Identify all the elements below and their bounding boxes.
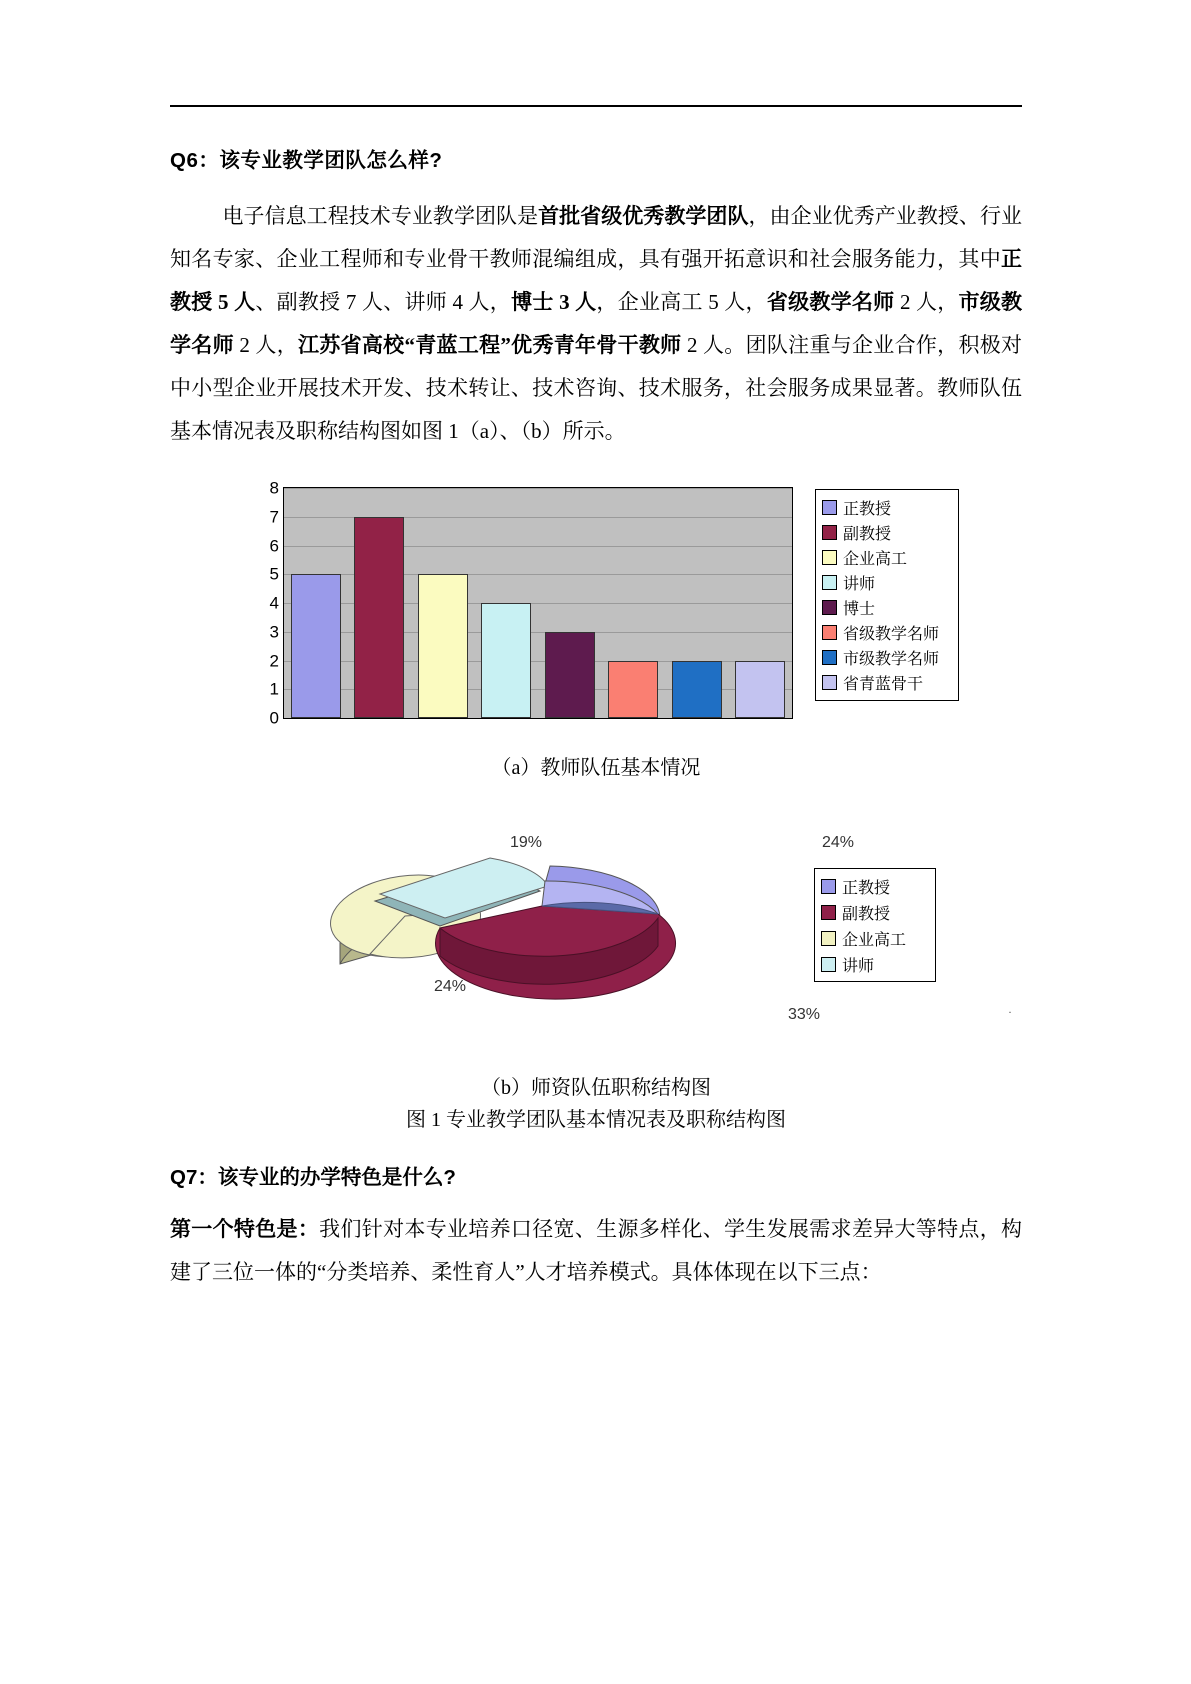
bar [672, 661, 722, 719]
legend-swatch-icon [822, 500, 837, 515]
paragraph-q6 [170, 195, 1022, 453]
legend-item [822, 595, 952, 620]
legend-label: 市级教学名师 [843, 651, 940, 668]
legend-swatch-icon [821, 931, 836, 946]
legend-item [821, 873, 929, 899]
legend-item [822, 495, 952, 520]
stray-mark: . [1008, 1002, 1012, 1016]
legend-item [821, 925, 929, 951]
bar-chart-y-axis [255, 479, 279, 727]
q7-heading: Q7：该专业的办学特色是什么? [170, 1166, 456, 1189]
y-axis-tick-label: 6 [269, 536, 279, 555]
pie-label-2: 24% [434, 978, 467, 995]
pie-chart-legend [814, 868, 936, 982]
y-axis-tick-label: 0 [269, 708, 279, 728]
legend-item [822, 545, 952, 570]
pie-label-3: 33% [788, 1006, 821, 1023]
para-seg-7: ，企业高工 5 人， [596, 290, 767, 314]
y-axis-tick-label: 5 [269, 564, 279, 584]
legend-item [822, 570, 952, 595]
paragraph-q7 [170, 1208, 1022, 1294]
pie-label-0: 19% [510, 834, 543, 851]
para-seg-1: 电子信息工程技术专业教学团队是 [222, 204, 539, 228]
legend-label: 正教授 [843, 501, 892, 518]
y-axis-tick-label: 4 [269, 593, 279, 613]
q6-heading: Q6：该专业教学团队怎么样? [170, 149, 443, 172]
legend-swatch-icon [821, 957, 836, 972]
legend-swatch-icon [821, 879, 836, 894]
legend-item [822, 670, 952, 695]
legend-label: 博士 [843, 601, 876, 618]
para-seg-5: 、副教授 7 人、讲师 4 人， [255, 290, 512, 314]
bar-chart [231, 479, 961, 737]
legend-swatch-icon [822, 600, 837, 615]
y-axis-tick-label: 2 [269, 651, 279, 670]
para-seg-6-bold: 博士 3 人 [511, 290, 597, 314]
legend-item [822, 620, 952, 645]
para2-lead-bold: 第一个特色是： [170, 1217, 320, 1241]
figure-b-caption: （b）师资队伍职称结构图 [481, 1077, 711, 1099]
legend-swatch-icon [822, 625, 837, 640]
figure-a [170, 479, 1022, 780]
bar [608, 661, 658, 719]
legend-item [822, 520, 952, 545]
legend-label: 企业高工 [842, 931, 907, 949]
para2-rest: 我们针对本专业培养口径宽、生源多样化、学生发展需求差异大等特点，构建了三位一体的“分类培养、柔性育人”人才培养模式。具体体现在以下三点： [170, 1217, 1022, 1284]
legend-swatch-icon [822, 650, 837, 665]
header-divider [170, 105, 1022, 107]
figure-a-caption: （a）教师队伍基本情况 [491, 757, 701, 779]
y-axis-tick-label: 3 [269, 622, 279, 642]
legend-swatch-icon [822, 675, 837, 690]
legend-swatch-icon [822, 525, 837, 540]
pie-label-1: 24% [822, 834, 855, 851]
bar [545, 632, 595, 718]
y-axis-tick-label: 8 [269, 478, 279, 498]
legend-item [822, 645, 952, 670]
bar [291, 574, 341, 718]
pie-chart [170, 806, 1022, 1062]
legend-label: 正教授 [842, 879, 891, 897]
para-seg-4-bold: 正教授 5 人 [170, 247, 1022, 314]
legend-label: 副教授 [842, 905, 891, 923]
bar-chart-legend [815, 489, 959, 701]
legend-label: 讲师 [842, 957, 875, 975]
legend-label: 省青蓝骨干 [843, 676, 924, 693]
para-seg-13: 2 人。团队注重与企业合作，积极对中小型企业开展技术开发、技术转让、技术咨询、技术服务，社会服务成果显著。教师队伍基本情况表及职称结构图如图 1（a）、（b）所示。 [170, 333, 1023, 443]
para-seg-8-bold: 省级教学名师 [766, 290, 895, 314]
legend-label: 讲师 [843, 576, 876, 593]
legend-label: 副教授 [843, 526, 892, 543]
bar-chart-bars [284, 488, 792, 718]
bar [418, 574, 468, 718]
page-content [170, 105, 1022, 1294]
legend-label: 企业高工 [843, 551, 908, 568]
para-seg-11: 2 人， [233, 333, 299, 357]
figure-b [170, 806, 1022, 1136]
pie-chart-graphic [190, 806, 810, 1062]
bar [735, 661, 785, 719]
para-seg-9: 2 人， [894, 290, 959, 314]
y-axis-tick-label: 7 [269, 507, 279, 527]
legend-swatch-icon [822, 575, 837, 590]
legend-swatch-icon [821, 905, 836, 920]
legend-label: 省级教学名师 [843, 626, 940, 643]
para-seg-3: ，由企业优秀产业教授、行业知名专家、企业工程师和专业骨干教师混编组成，具有强开拓意识和社会服务能力，其中 [170, 204, 1023, 271]
figure-1-caption: 图 1 专业教学团队基本情况表及职称结构图 [406, 1109, 786, 1131]
para-seg-12-bold: 江苏省高校“青蓝工程”优秀青年骨干教师 [298, 333, 682, 357]
legend-item [821, 899, 929, 925]
para-seg-2-bold: 首批省级优秀教学团队 [538, 204, 749, 228]
y-axis-tick-label: 1 [269, 679, 279, 699]
para-seg-10-bold: 市级教学名师 [170, 290, 1023, 357]
legend-item [821, 951, 929, 977]
bar [354, 517, 404, 718]
legend-swatch-icon [822, 550, 837, 565]
bar [481, 603, 531, 718]
